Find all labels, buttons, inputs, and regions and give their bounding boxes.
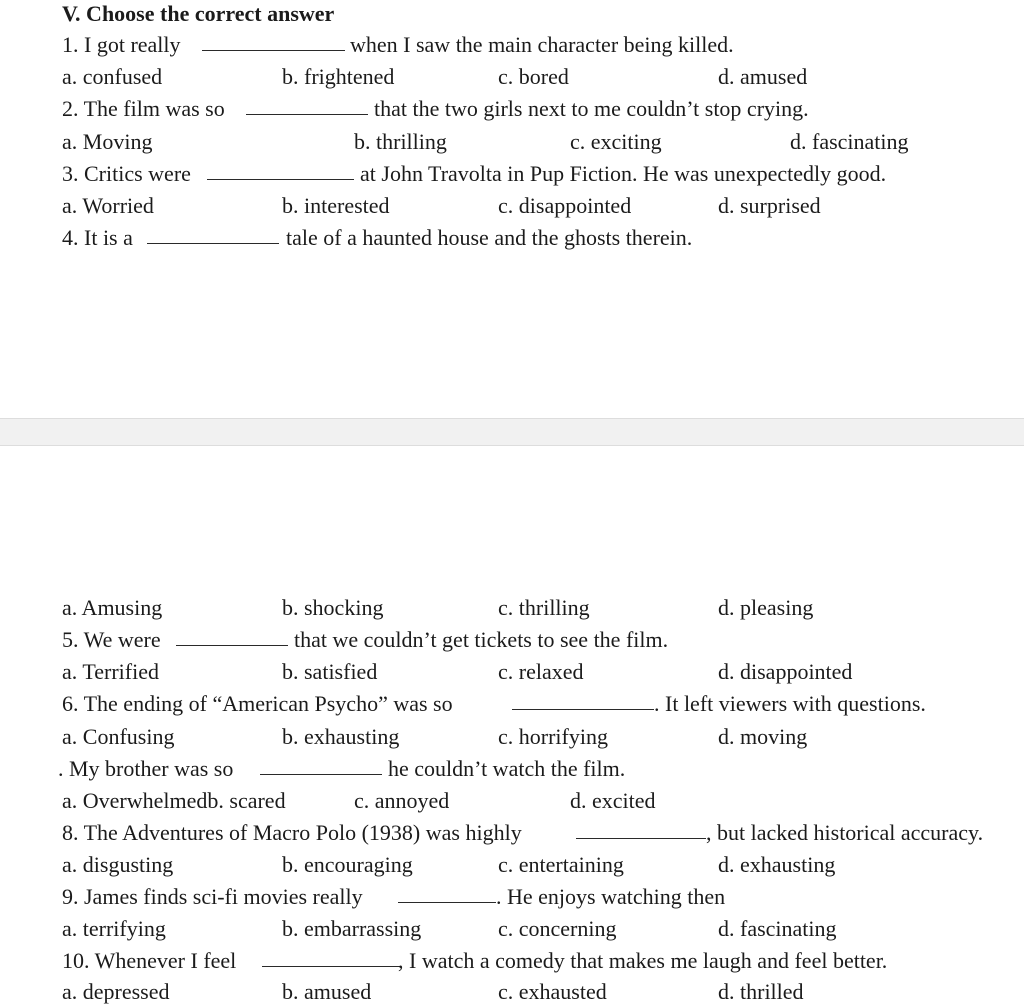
option-c: c. thrilling [498, 595, 590, 620]
page-bottom [0, 446, 1024, 1007]
option-c: c. horrifying [498, 724, 608, 749]
question-5-stem: 5. We were [62, 627, 161, 652]
question-8-stem: 8. The Adventures of Macro Polo (1938) was highly [62, 820, 522, 845]
page-top [0, 0, 1024, 418]
question-6-tail: . It left viewers with questions. [654, 691, 926, 716]
answer-blank-9 [398, 902, 496, 903]
question-9-stem: 9. James finds sci-fi movies really [62, 884, 363, 909]
option-d: d. thrilled [718, 979, 804, 1004]
question-4-tail: tale of a haunted house and the ghosts therein. [286, 225, 693, 250]
option-d: d. moving [718, 724, 808, 749]
page-break [0, 418, 1024, 446]
option-a: a. Moving [62, 129, 153, 154]
question-3-tail: at John Travolta in Pup Fiction. He was unexpectedly good. [360, 161, 887, 186]
question-10-stem: 10. Whenever I feel [62, 948, 237, 973]
question-10-tail: , I watch a comedy that makes me laugh and feel better. [398, 948, 888, 973]
option-d: d. fascinating [718, 916, 837, 941]
option-b: b. interested [282, 193, 390, 218]
question-9-tail: . He enjoys watching then [496, 884, 726, 909]
question-2-tail: that the two girls next to me couldn’t stop crying. [374, 96, 809, 121]
option-c: c. bored [498, 64, 569, 89]
option-a: a. confused [62, 64, 163, 89]
option-c: c. exciting [570, 129, 662, 154]
answer-blank-8 [576, 838, 706, 839]
option-a: a. disgusting [62, 852, 174, 877]
option-b: b. frightened [282, 64, 395, 89]
option-a: a. Amusing [62, 595, 163, 620]
option-c: c. concerning [498, 916, 617, 941]
option-d: d. fascinating [790, 129, 909, 154]
option-a: a. Confusing [62, 724, 175, 749]
answer-blank-1 [202, 50, 345, 51]
option-b: b. amused [282, 979, 372, 1004]
option-a: a. terrifying [62, 916, 166, 941]
answer-blank-3 [207, 179, 354, 180]
option-b: b. shocking [282, 595, 384, 620]
answer-blank-10 [262, 966, 400, 967]
section-title: V. Choose the correct answer [62, 1, 335, 26]
option-a-b: a. Overwhelmedb. scared [62, 788, 286, 813]
question-3-stem: 3. Critics were [62, 161, 191, 186]
option-d: d. amused [718, 64, 808, 89]
option-a: a. Worried [62, 193, 154, 218]
question-4-stem: 4. It is a [62, 225, 133, 250]
option-d: d. disappointed [718, 659, 853, 684]
option-c: c. exhausted [498, 979, 607, 1004]
answer-blank-6 [512, 709, 654, 710]
answer-blank-2 [246, 114, 368, 115]
question-7-tail: he couldn’t watch the film. [388, 756, 626, 781]
answer-blank-4 [147, 243, 279, 244]
answer-blank-7 [260, 774, 382, 775]
option-b: b. encouraging [282, 852, 413, 877]
option-a: a. Terrified [62, 659, 160, 684]
question-6-stem: 6. The ending of “American Psycho” was so [62, 691, 453, 716]
option-b: b. embarrassing [282, 916, 422, 941]
question-1-tail: when I saw the main character being killed. [350, 32, 734, 57]
answer-blank-5 [176, 645, 288, 646]
option-c: c. relaxed [498, 659, 584, 684]
option-b: b. thrilling [354, 129, 447, 154]
option-b: b. satisfied [282, 659, 378, 684]
question-1-stem: 1. I got really [62, 32, 181, 57]
question-8-tail: , but lacked historical accuracy. [706, 820, 984, 845]
option-d: d. pleasing [718, 595, 814, 620]
option-c: c. entertaining [498, 852, 624, 877]
question-2-stem: 2. The film was so [62, 96, 225, 121]
option-d: d. surprised [718, 193, 821, 218]
option-c: c. disappointed [498, 193, 632, 218]
option-a: a. depressed [62, 979, 170, 1004]
option-c: c. annoyed [354, 788, 450, 813]
option-b: b. exhausting [282, 724, 400, 749]
question-5-tail: that we couldn’t get tickets to see the film. [294, 627, 669, 652]
option-d: d. excited [570, 788, 656, 813]
question-7-stem: . My brother was so [58, 756, 234, 781]
option-d: d. exhausting [718, 852, 836, 877]
